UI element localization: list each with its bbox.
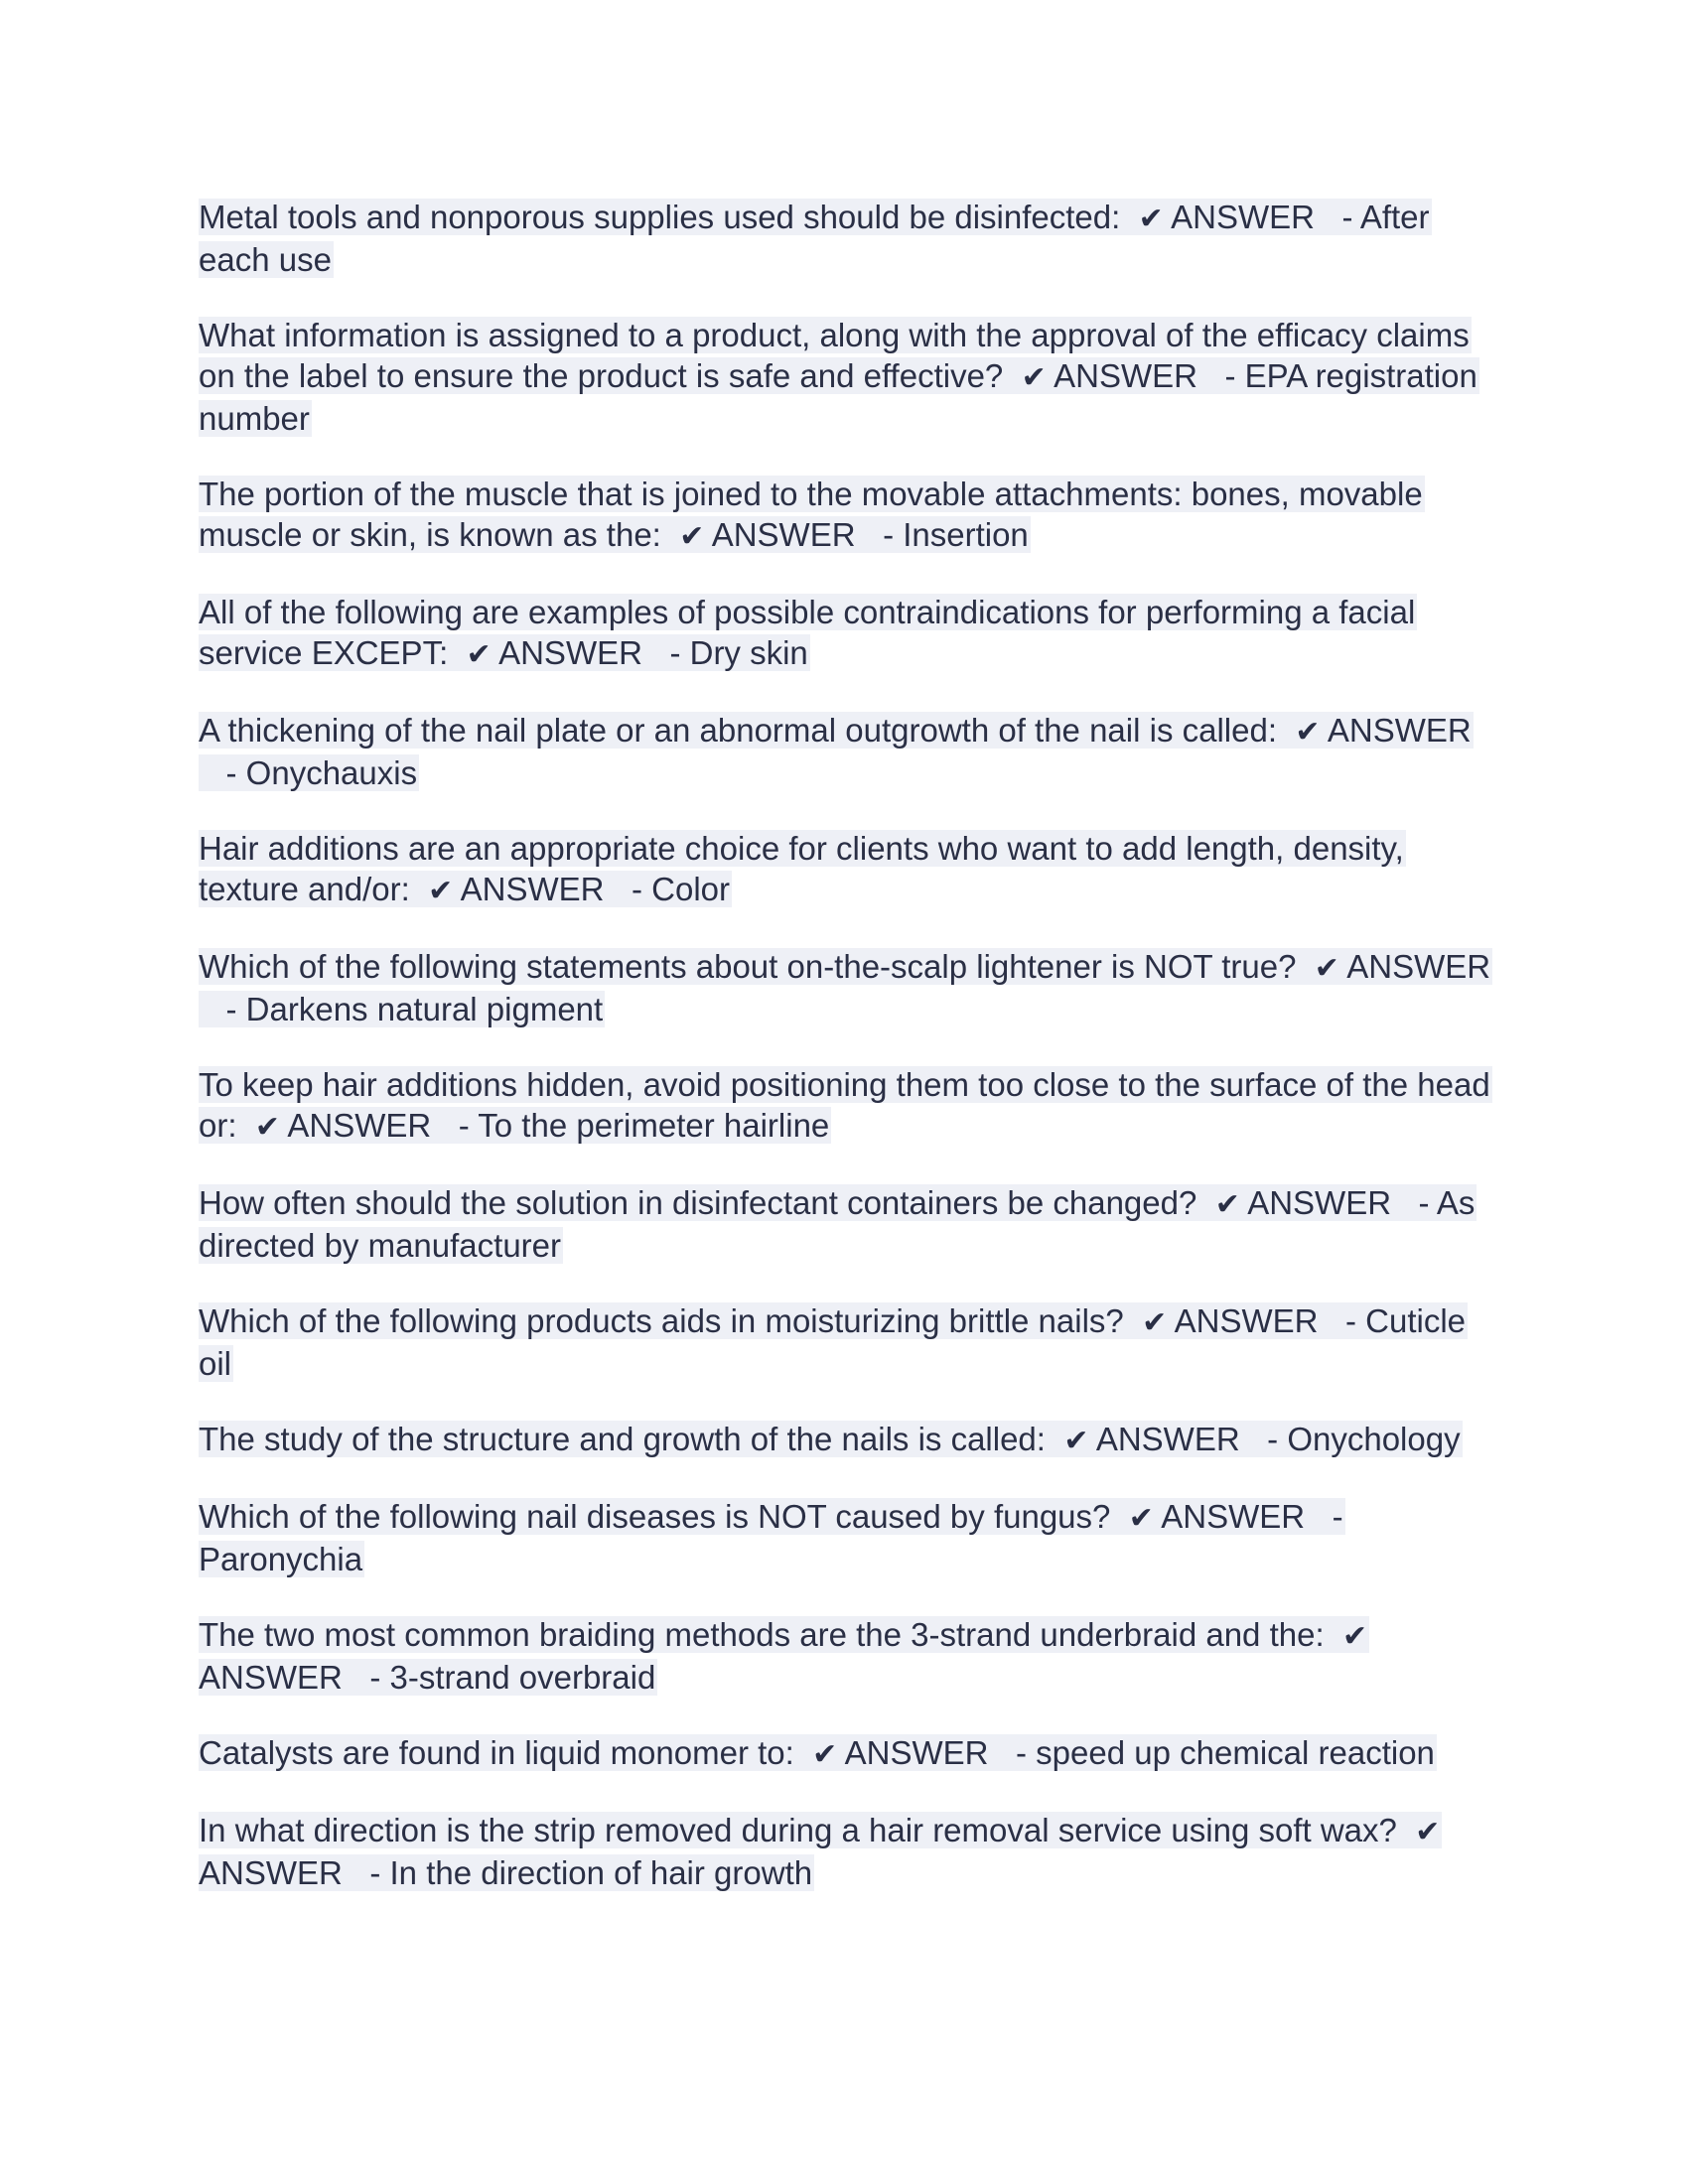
- question-text: Catalysts are found in liquid monomer to:: [199, 1734, 794, 1771]
- question-text: In what direction is the strip removed during a hair removal service using soft wax?: [199, 1812, 1397, 1848]
- answer-text: - To the perimeter hairline: [458, 1107, 830, 1144]
- answer-label: ANSWER: [460, 871, 605, 907]
- answer-label: ANSWER: [1171, 199, 1315, 235]
- qa-item: [199, 474, 1499, 557]
- answer-text: - Onychauxis: [225, 754, 418, 791]
- qa-item: [199, 1810, 1499, 1893]
- qa-item: [199, 946, 1499, 1029]
- qa-item: [199, 197, 1499, 280]
- answer-label: ANSWER: [1327, 712, 1472, 749]
- checkmark-icon: ✔: [1314, 951, 1339, 986]
- answer-label: ANSWER: [1346, 948, 1491, 985]
- question-text: Hair additions are an appropriate choice for clients who want to add length, density, texture and/or:: [199, 830, 1404, 907]
- qa-item: [199, 828, 1499, 911]
- answer-label: ANSWER: [1161, 1498, 1306, 1535]
- answer-text: - Paronychia: [199, 1498, 1343, 1577]
- qa-item: [199, 1300, 1499, 1384]
- answer-text: - After each use: [199, 199, 1430, 278]
- checkmark-icon: ✔: [812, 1737, 838, 1772]
- checkmark-icon: ✔: [1128, 1501, 1154, 1536]
- question-text: What information is assigned to a product, along with the approval of the efficacy claims on the label to ensure the product is safe and effective?: [199, 317, 1470, 394]
- qa-item: [199, 1496, 1499, 1579]
- answer-label: ANSWER: [199, 1854, 343, 1891]
- checkmark-icon: ✔: [254, 1110, 280, 1145]
- checkmark-icon: ✔: [679, 519, 705, 554]
- checkmark-icon: ✔: [1138, 202, 1164, 236]
- question-text: How often should the solution in disinfectant containers be changed?: [199, 1184, 1197, 1221]
- answer-label: ANSWER: [199, 1659, 343, 1696]
- answer-label: ANSWER: [287, 1107, 432, 1144]
- checkmark-icon: ✔: [1142, 1305, 1168, 1340]
- qa-item: [199, 1419, 1499, 1461]
- answer-label: ANSWER: [498, 634, 642, 671]
- answer-text: - Darkens natural pigment: [225, 991, 604, 1027]
- question-text: Which of the following products aids in moisturizing brittle nails?: [199, 1302, 1124, 1339]
- question-text: Which of the following statements about on-the-scalp lightener is NOT true?: [199, 948, 1297, 985]
- checkmark-icon: ✔: [1021, 360, 1047, 395]
- question-text: The study of the structure and growth of the nails is called:: [199, 1421, 1046, 1457]
- answer-text: - EPA registration number: [199, 357, 1477, 437]
- checkmark-icon: ✔: [1341, 1619, 1368, 1654]
- checkmark-icon: ✔: [1063, 1424, 1089, 1458]
- answer-text: - Cuticle oil: [199, 1302, 1467, 1382]
- question-text: The two most common braiding methods are the 3-strand underbraid and the:: [199, 1616, 1325, 1653]
- answer-text: - Insertion: [883, 516, 1029, 553]
- answer-label: ANSWER: [1247, 1184, 1392, 1221]
- question-text: All of the following are examples of possible contraindications for performing a facial service EXCEPT:: [199, 594, 1416, 671]
- checkmark-icon: ✔: [1214, 1187, 1240, 1222]
- qa-item: [199, 592, 1499, 675]
- question-text: The portion of the muscle that is joined to the movable attachments: bones, movable muscle or skin, is known as the:: [199, 476, 1423, 553]
- qa-item: [199, 315, 1499, 439]
- qa-item: [199, 1614, 1499, 1698]
- answer-text: - Color: [632, 871, 731, 907]
- qa-list: [199, 197, 1499, 1928]
- checkmark-icon: ✔: [1415, 1815, 1441, 1849]
- answer-text: - In the direction of hair growth: [369, 1854, 813, 1891]
- qa-item: [199, 710, 1499, 793]
- answer-label: ANSWER: [1054, 357, 1197, 394]
- question-text: Which of the following nail diseases is NOT caused by fungus?: [199, 1498, 1111, 1535]
- qa-item: [199, 1182, 1499, 1266]
- answer-label: ANSWER: [844, 1734, 989, 1771]
- qa-item: [199, 1064, 1499, 1148]
- checkmark-icon: ✔: [466, 637, 492, 672]
- answer-label: ANSWER: [1095, 1421, 1240, 1457]
- question-text: A thickening of the nail plate or an abnormal outgrowth of the nail is called:: [199, 712, 1278, 749]
- answer-text: - speed up chemical reaction: [1016, 1734, 1435, 1771]
- answer-label: ANSWER: [711, 516, 856, 553]
- answer-text: - 3-strand overbraid: [369, 1659, 656, 1696]
- answer-text: - Onychology: [1267, 1421, 1461, 1457]
- question-text: To keep hair additions hidden, avoid positioning them too close to the surface of the head or:: [199, 1066, 1490, 1144]
- checkmark-icon: ✔: [428, 874, 454, 908]
- qa-item: [199, 1732, 1499, 1775]
- answer-text: - As directed by manufacturer: [199, 1184, 1476, 1264]
- answer-text: - Dry skin: [669, 634, 808, 671]
- checkmark-icon: ✔: [1295, 715, 1321, 750]
- answer-label: ANSWER: [1174, 1302, 1319, 1339]
- question-text: Metal tools and nonporous supplies used should be disinfected:: [199, 199, 1121, 235]
